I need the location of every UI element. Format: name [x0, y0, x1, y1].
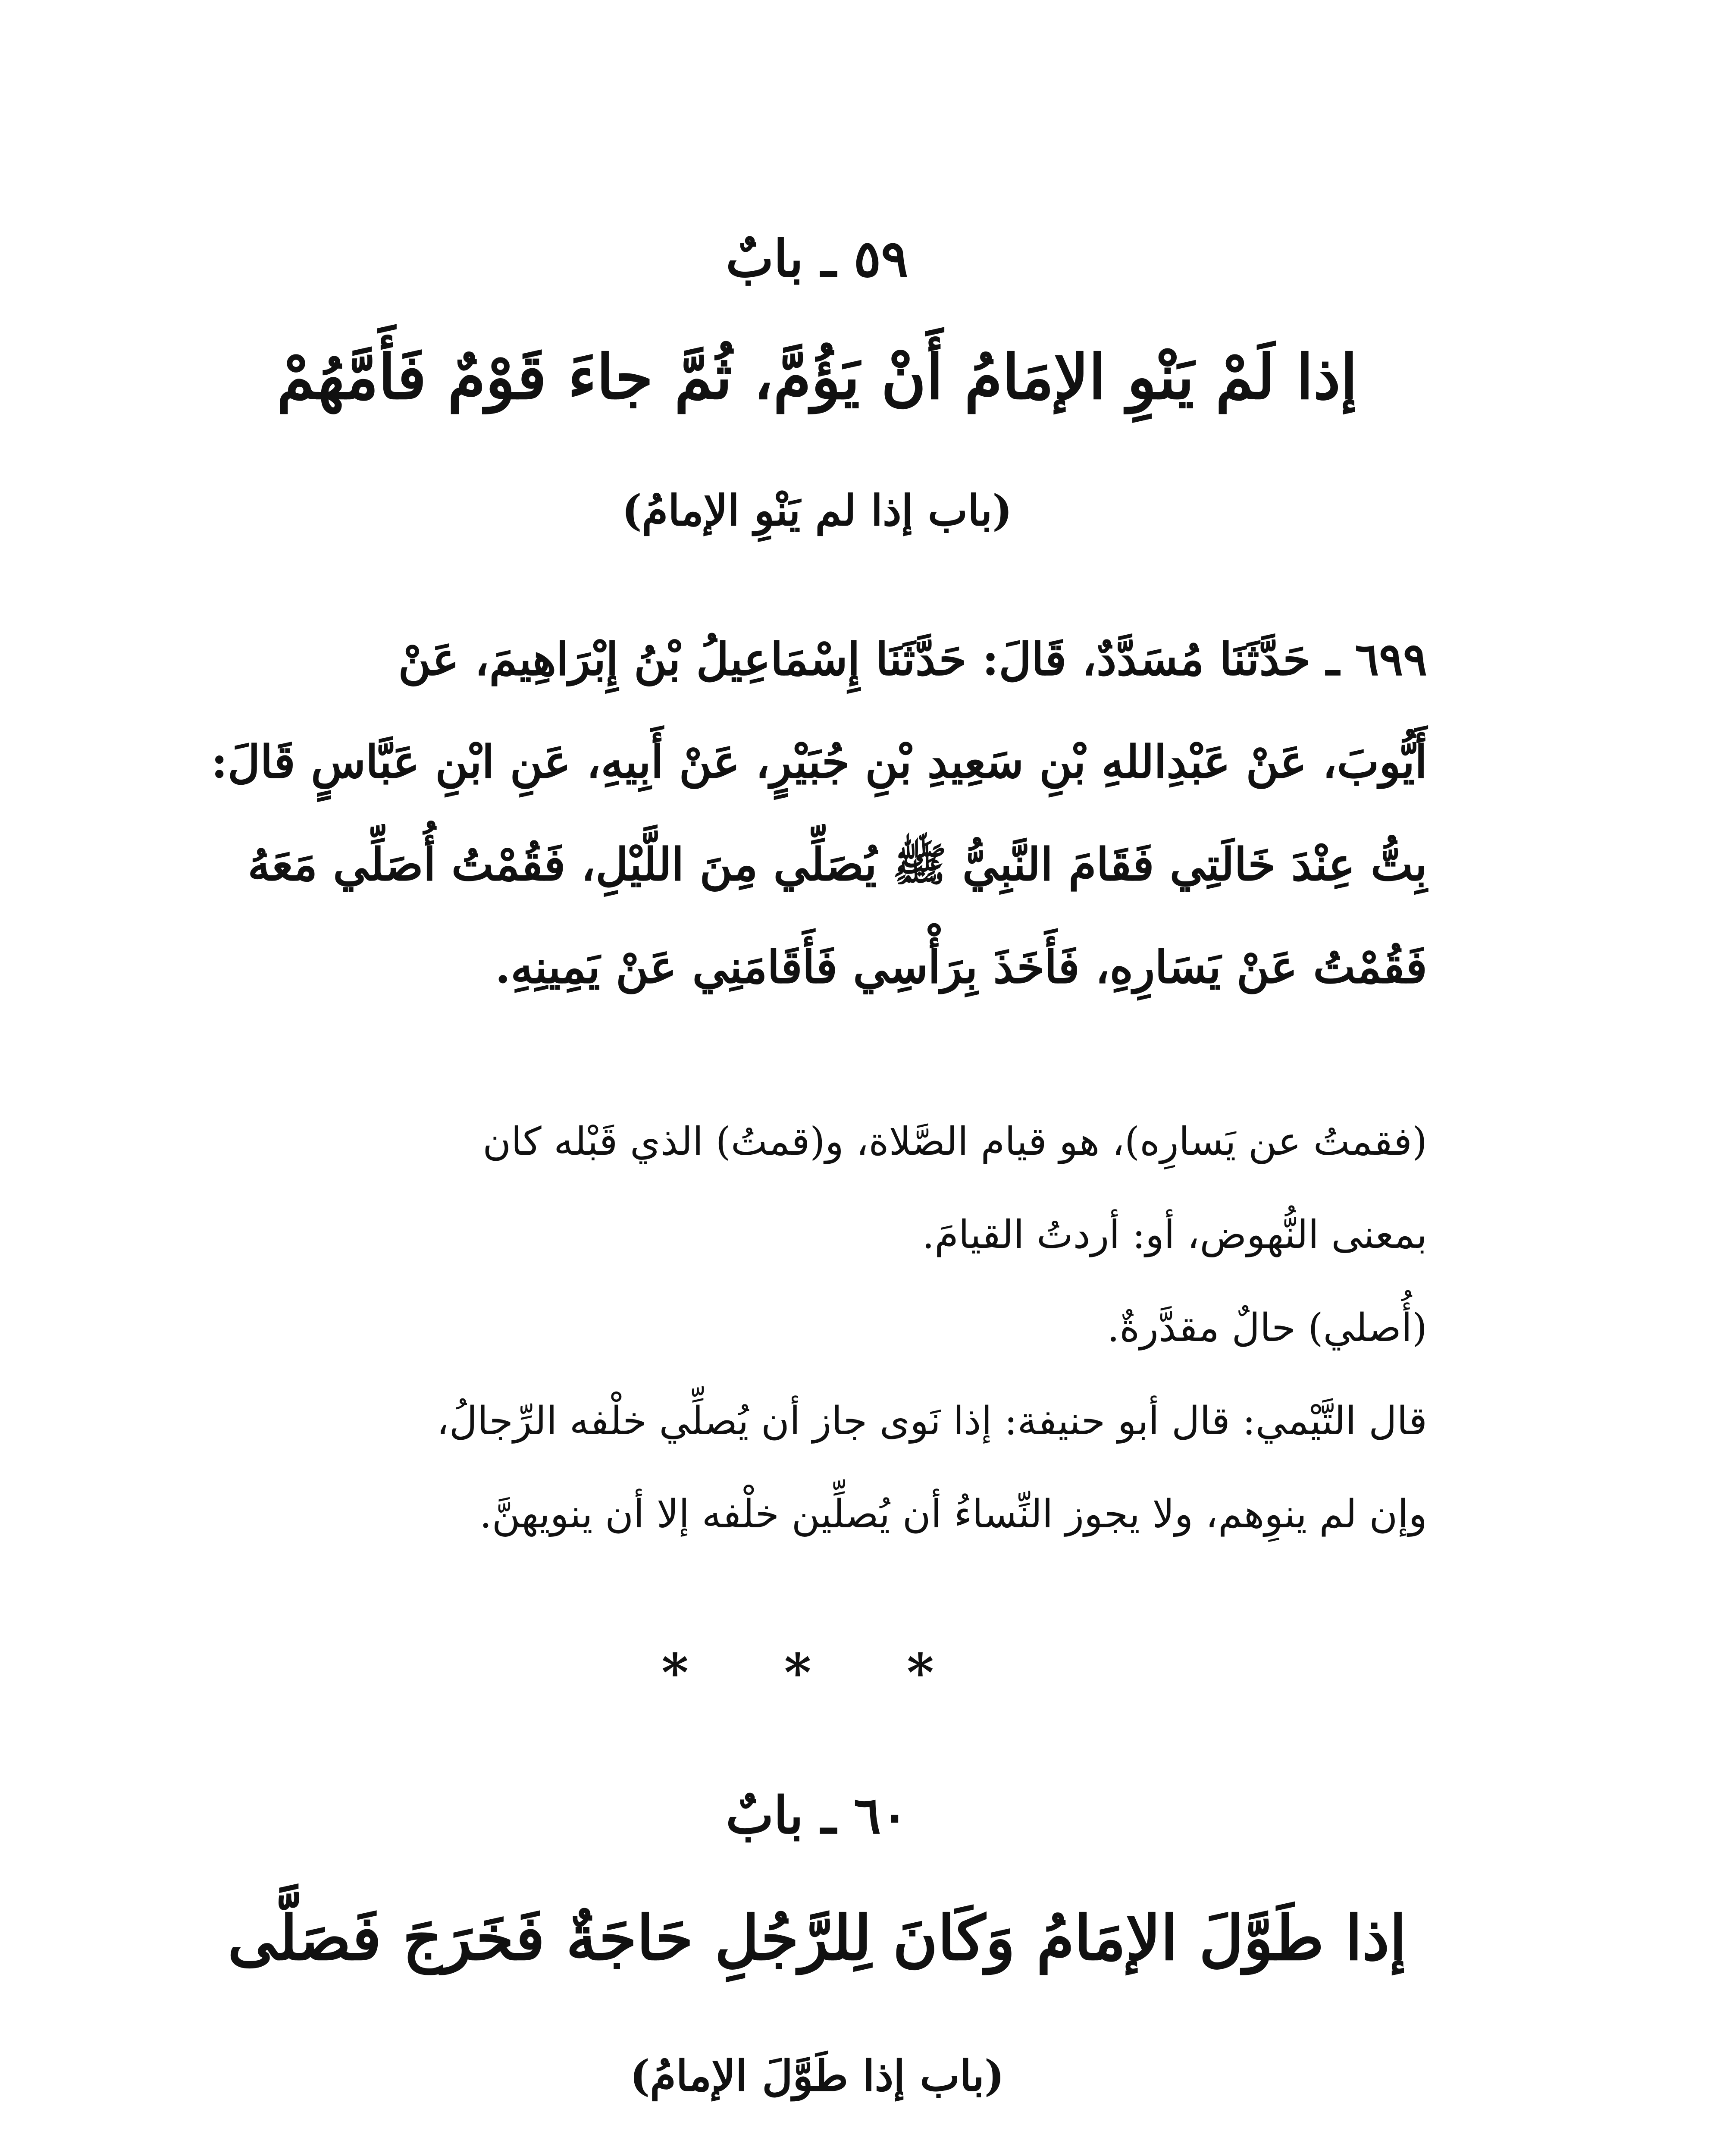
- hadith-line: بِتُّ عِنْدَ خَالَتِي فَقَامَ النَّبِيُّ ﷺ يُصَلِّي مِنَ اللَّيْلِ، فَقُمْتُ أُصَلِّي مَعَهُ: [247, 838, 1427, 891]
- chapter-subtitle-59: (باب إذا لم يَنْوِ الإمامُ): [622, 486, 1012, 536]
- chapter-number-59: ٥٩ ـ بابٌ: [726, 229, 908, 288]
- commentary-line: بمعنى النُّهوض، أو: أردتُ القيامَ.: [922, 1212, 1427, 1257]
- hadith-line: فَقُمْتُ عَنْ يَسَارِهِ، فَأَخَذَ بِرَأْسِي فَأَقَامَنِي عَنْ يَمِينِهِ.: [495, 940, 1427, 993]
- commentary-line: (أُصلي) حالٌ مقدَّرةٌ.: [1107, 1305, 1427, 1351]
- chapter-title-59: إذا لَمْ يَنْوِ الإمَامُ أَنْ يَؤُمَّ، ثُمَّ جاءَ قَوْمٌ فَأَمَّهُمْ: [276, 342, 1358, 413]
- commentary-line: (فقمتُ عن يَسارِه)، هو قيام الصَّلاة، و(قمتُ) الذي قَبْله كان: [482, 1119, 1427, 1164]
- commentary-59: [207, 1095, 1427, 1561]
- hadith-699: [207, 608, 1427, 1018]
- chapter-title-60: إذا طَوَّلَ الإمَامُ وَكَانَ لِلرَّجُلِ حَاجَةٌ فَخَرَجَ فَصَلَّى: [228, 1902, 1407, 1974]
- commentary-line: قال التَّيْمي: قال أبو حنيفة: إذا نَوى جاز أن يُصلِّي خلْفه الرِّجالُ،: [436, 1398, 1427, 1444]
- section-separator: * * *: [661, 1642, 973, 1703]
- hadith-line: أَيُّوبَ، عَنْ عَبْدِاللهِ بْنِ سَعِيدِ بْنِ جُبَيْرٍ، عَنْ أَبِيهِ، عَنِ ابْنِ عَبَّاسٍ قَالَ:: [211, 735, 1427, 788]
- chapter-subtitle-60: (باب إذا طَوَّلَ الإمامُ): [630, 2051, 1005, 2101]
- commentary-line: وإن لم ينوِهم، ولا يجوز النِّساءُ أن يُصلِّين خلْفه إلا أن ينويهنَّ.: [479, 1492, 1427, 1537]
- hadith-line: ٦٩٩ ـ حَدَّثَنَا مُسَدَّدٌ، قَالَ: حَدَّثَنَا إِسْمَاعِيلُ بْنُ إِبْرَاهِيمَ، عَنْ: [398, 633, 1427, 686]
- chapter-number-60: ٦٠ ـ بابٌ: [726, 1785, 908, 1845]
